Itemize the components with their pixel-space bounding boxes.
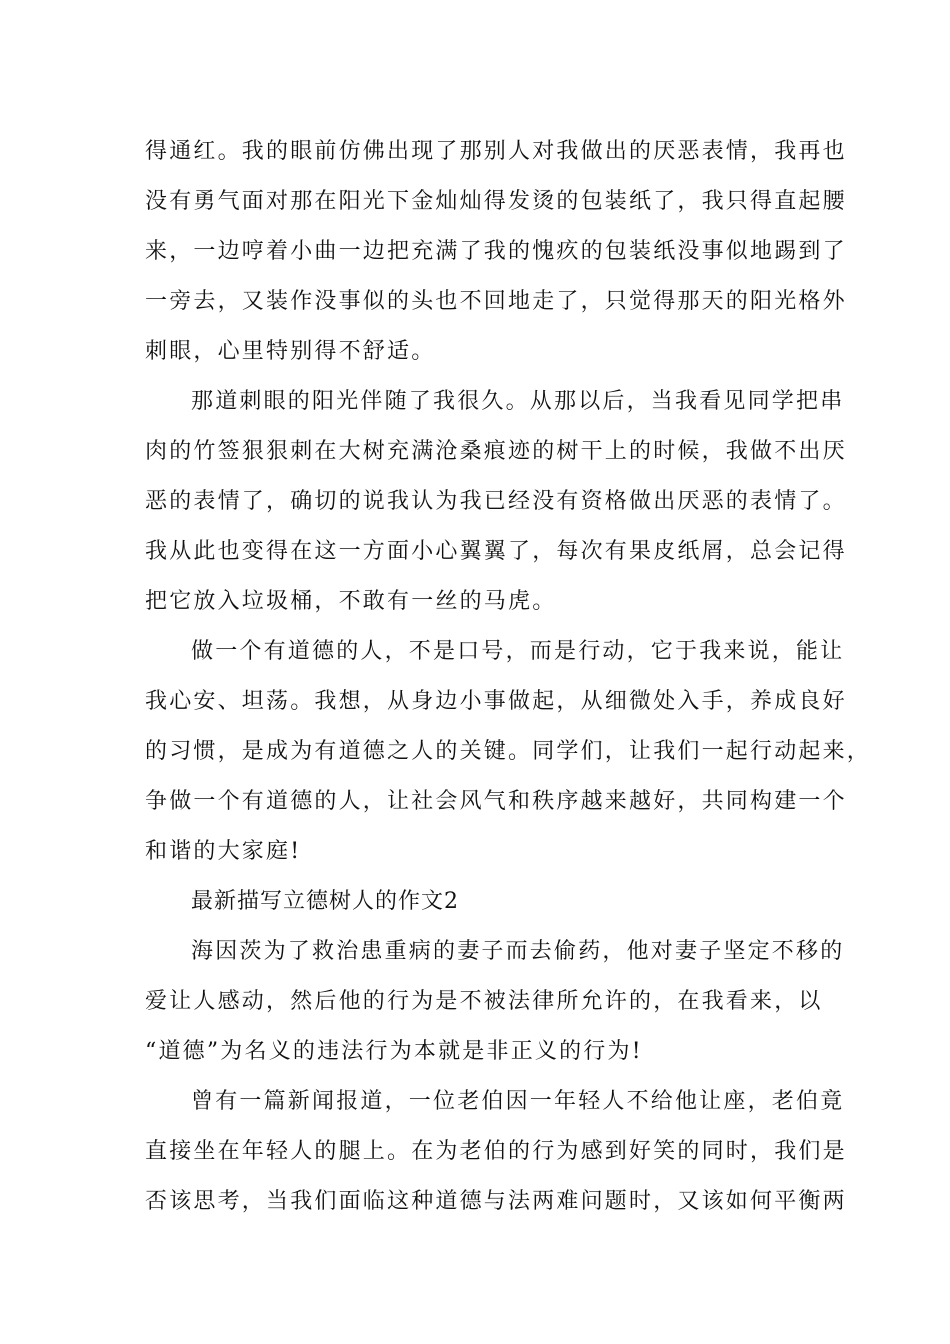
text-line: 直接坐在年轻人的腿上。在为老伯的行为感到好笑的同时，我们是 xyxy=(145,1139,847,1164)
text-line: 爱让人感动，然后他的行为是不被法律所允许的，在我看来，以 xyxy=(145,989,823,1014)
text-line: 肉的竹签狠狠刺在大树充满沧桑痕迹的树干上的时候，我做不出厌 xyxy=(145,439,847,464)
text-line: 来，一边哼着小曲一边把充满了我的愧疚的包装纸没事似地踢到了 xyxy=(145,239,847,264)
text-line: 否该思考，当我们面临这种道德与法两难问题时，又该如何平衡两 xyxy=(145,1189,847,1214)
paragraph-first-line: 海因茨为了救治患重病的妻子而去偷药，他对妻子坚定不移的 xyxy=(191,939,845,964)
text-line: 的习惯，是成为有道德之人的关键。同学们，让我们一起行动起来， xyxy=(145,739,872,764)
text-line: 我心安、坦荡。我想，从身边小事做起，从细微处入手，养成良好 xyxy=(145,689,847,714)
text-line: 把它放入垃圾桶，不敢有一丝的马虎。 xyxy=(145,589,557,614)
text-line: 一旁去，又装作没事似的头也不回地走了，只觉得那天的阳光格外 xyxy=(145,289,847,314)
text-line: 和谐的大家庭! xyxy=(145,839,302,864)
text-line: 争做一个有道德的人，让社会风气和秩序越来越好，共同构建一个 xyxy=(145,789,847,814)
text-line: “道德”为名义的违法行为本就是非正义的行为! xyxy=(145,1039,643,1064)
essay-body xyxy=(145,127,872,1227)
paragraph-first-line: 做一个有道德的人，不是口号，而是行动，它于我来说，能让 xyxy=(191,639,845,664)
section-heading: 最新描写立德树人的作文2 xyxy=(191,889,459,914)
text-line: 没有勇气面对那在阳光下金灿灿得发烫的包装纸了，我只得直起腰 xyxy=(145,189,847,214)
text-line: 刺眼，心里特别得不舒适。 xyxy=(145,339,436,364)
text-line: 我从此也变得在这一方面小心翼翼了，每次有果皮纸屑，总会记得 xyxy=(145,539,847,564)
text-line: 得通红。我的眼前仿佛出现了那别人对我做出的厌恶表情，我再也 xyxy=(145,139,847,164)
paragraph-first-line: 那道刺眼的阳光伴随了我很久。从那以后，当我看见同学把串 xyxy=(191,389,845,414)
paragraph-first-line: 曾有一篇新闻报道，一位老伯因一年轻人不给他让座，老伯竟 xyxy=(191,1089,845,1114)
text-line: 恶的表情了，确切的说我认为我已经没有资格做出厌恶的表情了。 xyxy=(145,489,847,514)
